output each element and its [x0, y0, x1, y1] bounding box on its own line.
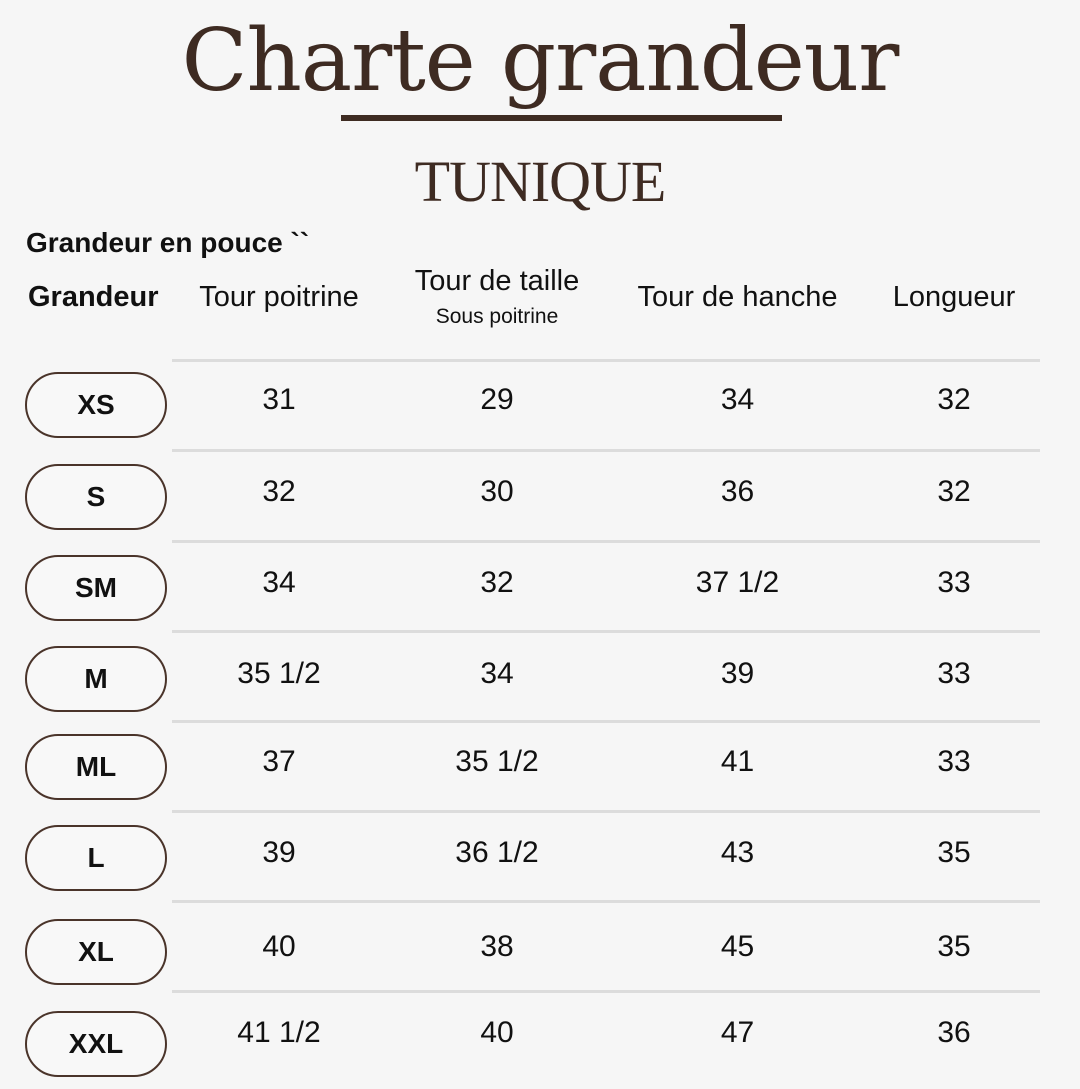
cell-waist: 29: [480, 383, 514, 416]
cell-length: 33: [937, 745, 971, 778]
cell-waist: 38: [480, 930, 514, 963]
cell-length: 32: [937, 475, 971, 508]
table-row: [0, 543, 1080, 633]
table-row: [0, 452, 1080, 542]
cell-chest: 41 1/2: [237, 1016, 321, 1049]
size-pill: XL: [25, 919, 167, 985]
cell-hip: 39: [720, 657, 755, 690]
table-row: [0, 722, 1080, 812]
cell-hip: 43: [720, 836, 755, 869]
title-underline: [341, 115, 782, 121]
cell-length: 32: [937, 383, 971, 416]
cell-waist: 36 1/2: [455, 836, 539, 869]
cell-waist: 34: [480, 657, 514, 690]
header-hip: Tour de hanche: [637, 281, 838, 313]
header-size: Grandeur: [28, 281, 159, 313]
size-pill: S: [25, 464, 167, 530]
cell-hip: 47: [720, 1016, 755, 1049]
garment-type: TUNIQUE: [414, 149, 666, 214]
table-row: [0, 360, 1080, 450]
cell-chest: 32: [262, 475, 296, 508]
size-pill: XS: [25, 372, 167, 438]
header-chest: Tour poitrine: [199, 281, 359, 313]
table-row: [0, 907, 1080, 997]
header-waist-label: Tour de taille: [414, 265, 580, 297]
table-row: [0, 999, 1080, 1089]
size-pill: M: [25, 646, 167, 712]
cell-waist: 40: [480, 1016, 514, 1049]
header-waist-sublabel: Sous poitrine: [435, 305, 559, 328]
cell-chest: 39: [262, 836, 296, 869]
cell-waist: 32: [480, 566, 514, 599]
cell-chest: 37: [262, 745, 296, 778]
cell-hip: 41: [720, 745, 755, 778]
header-waist: [392, 264, 602, 332]
header-length: Longueur: [892, 281, 1016, 313]
cell-hip: 36: [720, 475, 755, 508]
unit-note: Grandeur en pouce ``: [26, 227, 310, 258]
row-divider: [172, 900, 1040, 903]
table-row: [0, 813, 1080, 903]
cell-hip: 37 1/2: [695, 566, 780, 599]
table-row: [0, 634, 1080, 724]
cell-length: 33: [937, 566, 971, 599]
cell-length: 35: [937, 930, 971, 963]
size-pill: L: [25, 825, 167, 891]
size-pill: ML: [25, 734, 167, 800]
cell-chest: 35 1/2: [237, 657, 321, 690]
cell-chest: 31: [262, 383, 296, 416]
cell-chest: 40: [262, 930, 296, 963]
size-pill: XXL: [25, 1011, 167, 1077]
row-divider: [172, 990, 1040, 993]
cell-waist: 30: [480, 475, 514, 508]
cell-chest: 34: [262, 566, 296, 599]
cell-waist: 35 1/2: [455, 745, 539, 778]
cell-length: 36: [937, 1016, 971, 1049]
page-title: Charte grandeur: [181, 11, 899, 111]
cell-hip: 34: [720, 383, 755, 416]
cell-length: 35: [937, 836, 971, 869]
cell-length: 33: [937, 657, 971, 690]
size-pill: SM: [25, 555, 167, 621]
row-divider: [172, 630, 1040, 633]
cell-hip: 45: [720, 930, 755, 963]
